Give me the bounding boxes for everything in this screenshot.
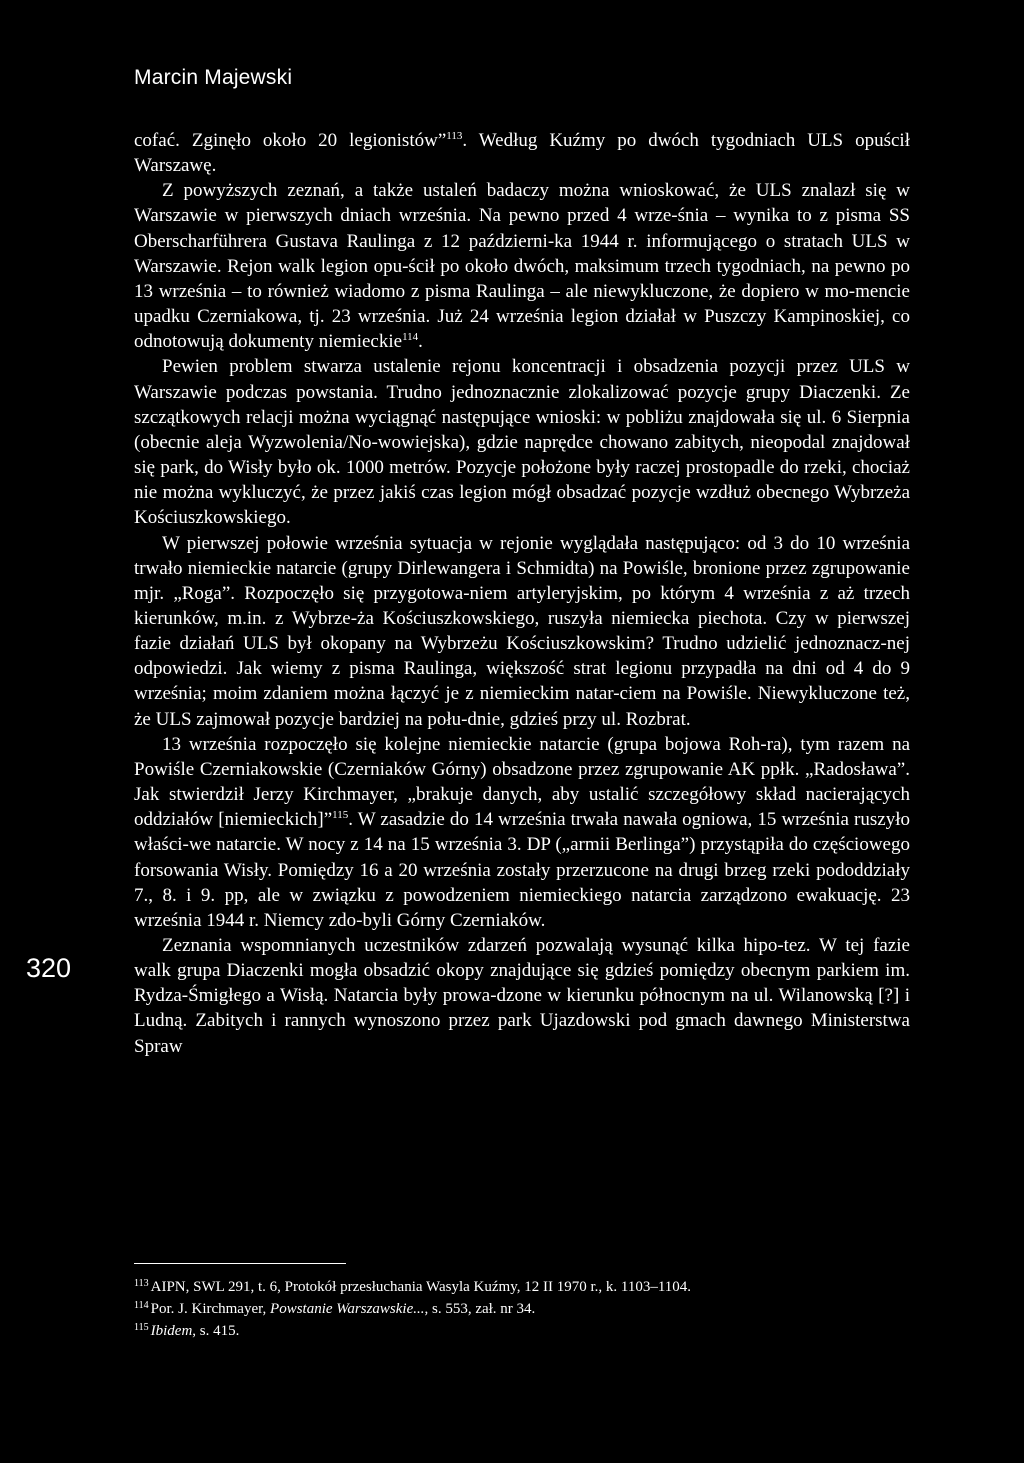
paragraph-6: Zeznania wspomnianych uczestników zdarzeń pozwalają wysunąć kilka hipo-tez. W tej fazie walk grupa Diaczenki mogła obsadzić okopy znajdujące się gdzieś pomiędzy obecnym parkiem im. Rydza-Śmigłego a Wisłą. Natarcia były prowa-dzone w kierunku północnym na ul. Wilanowską [?] i Ludną. Zabitych i rannych wynoszono przez park Ujazdowski pod gmach dawnego Ministerstwa Spraw [134, 935, 910, 1057]
paragraph-2-text-b: . [418, 331, 423, 353]
footnote-text: , s. 415. [192, 1323, 240, 1339]
footnote-ref-113[interactable]: 113 [446, 130, 463, 142]
footnote-number: 115 [134, 1322, 149, 1333]
footnote-115 [134, 1320, 910, 1342]
paragraph-2 [134, 178, 910, 354]
footnote-text: , s. 553, zał. nr 34. [424, 1301, 536, 1317]
footnote-113 [134, 1276, 910, 1298]
paragraph-1 [134, 128, 910, 178]
footnote-114 [134, 1298, 910, 1320]
footnote-text: Por. J. Kirchmayer, [150, 1301, 271, 1317]
footnote-title: Ibidem [150, 1323, 193, 1339]
paragraph-3: Pewien problem stwarza ustalenie rejonu koncentracji i obsadzenia pozycji przez ULS w Warszawie podczas powstania. Trudno jednoznacznie zlokalizować pozycje grupy Diaczenki. Ze szczątkowych relacji można wyciągnąć następujące wnioski: w pobliżu znajdowała się ul. 6 Sierpnia (obecnie aleja Wyzwolenia/No-wowiejska), gdzie naprędce chowano zabitych, nieopodal znajdował się park, do Wisły było ok. 1000 metrów. Pozycje położone były raczej prostopadle do rzeki, chociaż nie można wykluczyć, że przez jakiś czas legion mógł obsadzać pozycje wzdłuż obecnego Wybrzeża Kościuszkowskiego. [134, 356, 910, 529]
footnote-separator [134, 1263, 346, 1264]
footnote-number: 114 [134, 1300, 149, 1311]
paragraph-2-text-a: Z powyższych zeznań, a także ustaleń badaczy można wnioskować, że ULS znalazł się w Warszawie w pierwszych dniach września. Na pewno przed 4 wrze-śnia – wynika to z pisma SS Oberscharführera Gustava Raulinga z 12 październi-ka 1944 r. informującego o stratach ULS w Warszawie. Rejon walk legion opu-ścił po około dwóch, maksimum trzech tygodniach, na pewno po 13 września – to również wiadomo z pisma Raulinga – ale niewykluczone, że dopiero w mo-mencie upadku Czerniakowa, tj. 23 września. Już 24 września legion działał w Puszczy Kampinoskiej, co odnotowują dokumenty niemieckie [134, 180, 910, 353]
paragraph-1-text-b: . Według Kuźmy po dwóch tygodniach ULS opuścił Warszawę. [134, 130, 910, 177]
footnote-ref-115[interactable]: 115 [332, 809, 349, 822]
footnote-title: Powstanie Warszawskie... [270, 1301, 425, 1317]
footnote-number: 113 [134, 1278, 149, 1289]
running-head: Marcin Majewski [134, 66, 293, 89]
paragraph-1-text-a: cofać. Zginęło około 20 legionistów” [134, 130, 447, 151]
paragraph-5 [134, 732, 910, 933]
page-number: 320 [26, 953, 72, 983]
paragraph-4: W pierwszej połowie września sytuacja w rejonie wyglądała następująco: od 3 do 10 września trwało niemieckie natarcie (grupy Dirlewangera i Schmidta) na Powiśle, bronione przez zgrupowanie mjr. „Roga”. Rozpoczęło się przygotowa-niem artyleryjskim, po którym 4 września z aż trzech kierunków, m.in. z Wybrze-ża Kościuszkowskiego, ruszyła niemiecka piechota. Czy w pierwszej fazie działań ULS był okopany na Wybrzeżu Kościuszkowskim? Trudno udzielić jednoznacz-nej odpowiedzi. Jak wiemy z pisma Raulinga, większość strat legionu przypadła na dni od 4 do 9 września; moim zdaniem można łączyć je z niemieckim natar-ciem na Powiśle. Niewykluczone też, że ULS zajmował pozycje bardziej na połu-dnie, gdzieś przy ul. Rozbrat. [134, 532, 910, 730]
main-text [134, 128, 910, 1059]
paragraph-5-text-b: . W zasadzie do 14 września trwała nawała ogniowa, 15 września ruszyło właści-we natarcie. W nocy z 14 na 15 września 3. DP („armii Berlinga”) przystąpiła do częściowego forsowania Wisły. Pomiędzy 16 a 20 września zostały przerzucone na drugi brzeg rzeki pododdziały 7., 8. i 9. pp, ale w związku z powodzeniem niemieckiego natarcia zarządzono ewakuację. 23 września 1944 r. Niemcy zdo-byli Górny Czerniaków. [134, 809, 910, 931]
footnote-text: AIPN, SWL 291, t. 6, Protokół przesłuchania Wasyla Kuźmy, 12 II 1970 r., k. 1103–1104. [150, 1279, 692, 1295]
footnote-ref-114[interactable]: 114 [402, 331, 419, 344]
paragraph-5-text-a: 13 września rozpoczęło się kolejne niemieckie natarcie (grupa bojowa Roh-ra), tym razem na Powiśle Czerniakowskie (Czerniaków Górny) obsadzone przez zgrupowanie AK ppłk. „Radosława”. Jak stwierdził Jerzy Kirchmayer, „brakuje danych, aby ustalić szczegółowy skład nacierających oddziałów [niemieckich]” [134, 733, 910, 831]
footnotes [134, 1276, 910, 1342]
